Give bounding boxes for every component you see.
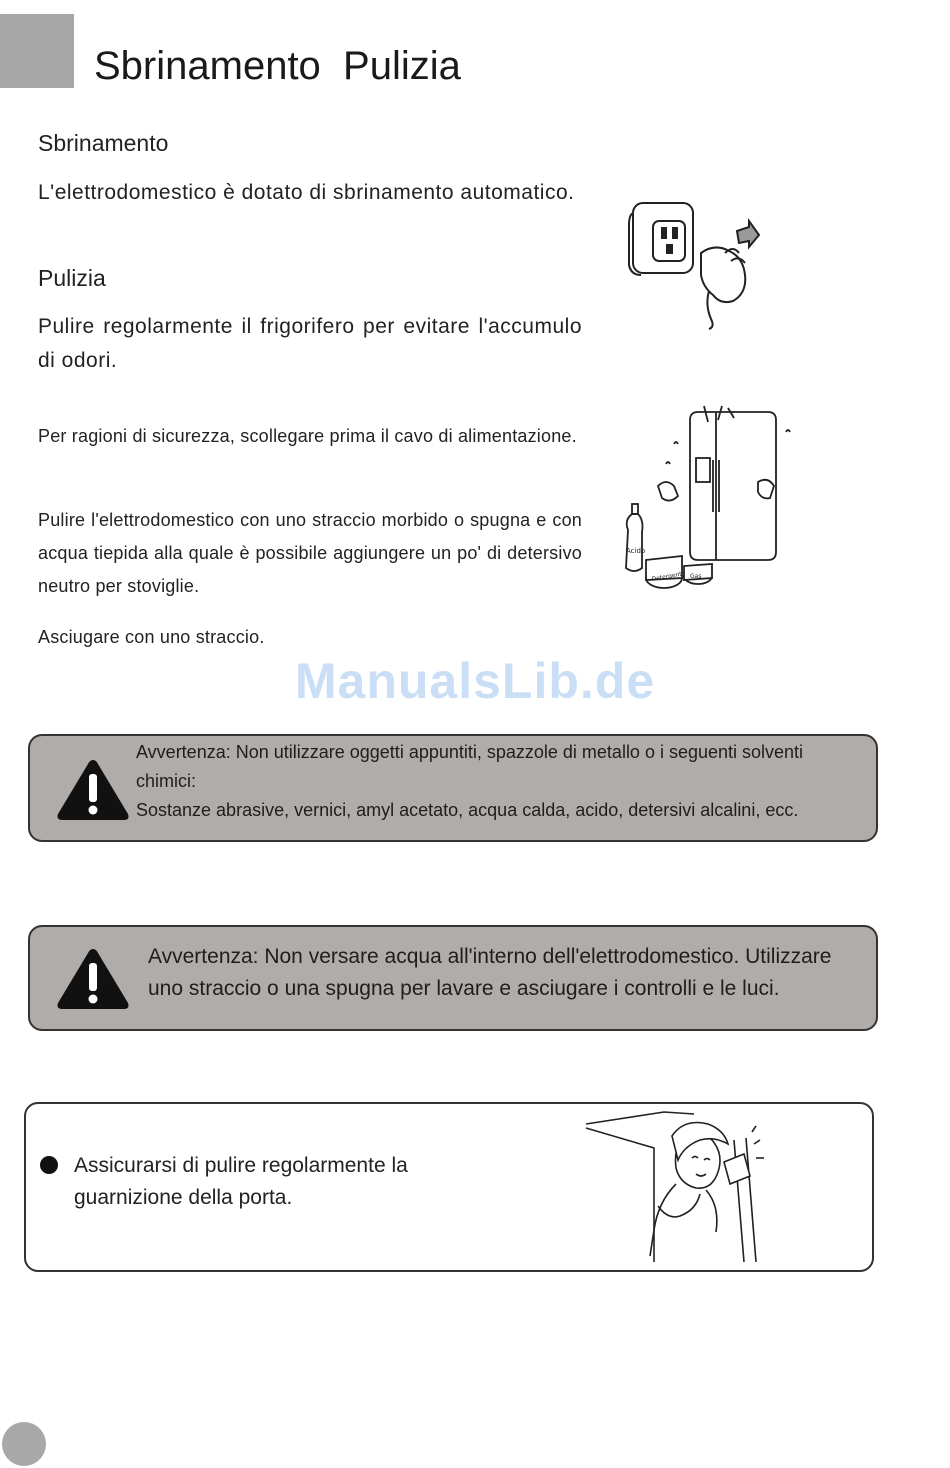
label-detergent: Detergent [651,570,683,583]
door-seal-cleaning-illustration [584,1110,784,1262]
warning-box-water [28,925,878,1031]
dry-instruction: Asciugare con uno straccio. [38,627,265,647]
safety-instruction: Per ragioni di sicurezza, scollegare prima il cavo di alimentazione. [38,426,577,446]
page-number-circle [2,1422,46,1466]
wash-instruction: Pulire l'elettrodomestico con uno straccio morbido o spugna e con acqua tiepida alla quale è possibile aggiungere un po' di detersivo neutro per stoviglie. [38,510,582,596]
defrost-text: L'elettrodomestico è dotato di sbrinamento automatico. [38,181,575,204]
warning-text-solvents: Avvertenza: Non utilizzare oggetti appuntiti, spazzole di metallo o i seguenti solventi chimici: Sostanze abrasive, vernici, amyl acetato, acqua calda, acido, detersivi alcalini, ecc. [136,742,804,820]
header-corner-block [0,14,74,88]
watermark: ManualsLib.de [294,653,656,709]
warning-box-solvents [28,734,878,842]
door-seal-note-text: Assicurarsi di pulire regolarmente la guarnizione della porta. [74,1154,408,1209]
cleaning-text: Pulire regolarmente il frigorifero per evitare l'accumulo di odori. [38,315,582,372]
page-title: Sbrinamento Pulizia [94,44,461,88]
warning-triangle-icon [56,758,130,822]
warning-text-water: Avvertenza: Non versare acqua all'interno dell'elettrodomestico. Utilizzare uno straccio o una spugna per lavare e asciugare i controlli e le luci. [148,945,832,1000]
warning-triangle-icon [56,947,130,1011]
plug-unplug-illustration [625,195,765,330]
cleaning-heading: Pulizia [38,265,106,291]
label-gas: Gas [690,573,702,580]
fridge-cleaning-illustration [618,400,808,600]
label-acid: Acido [626,547,646,555]
bullet-icon [40,1156,58,1174]
defrost-heading: Sbrinamento [38,130,169,156]
door-seal-note-box [24,1102,874,1272]
